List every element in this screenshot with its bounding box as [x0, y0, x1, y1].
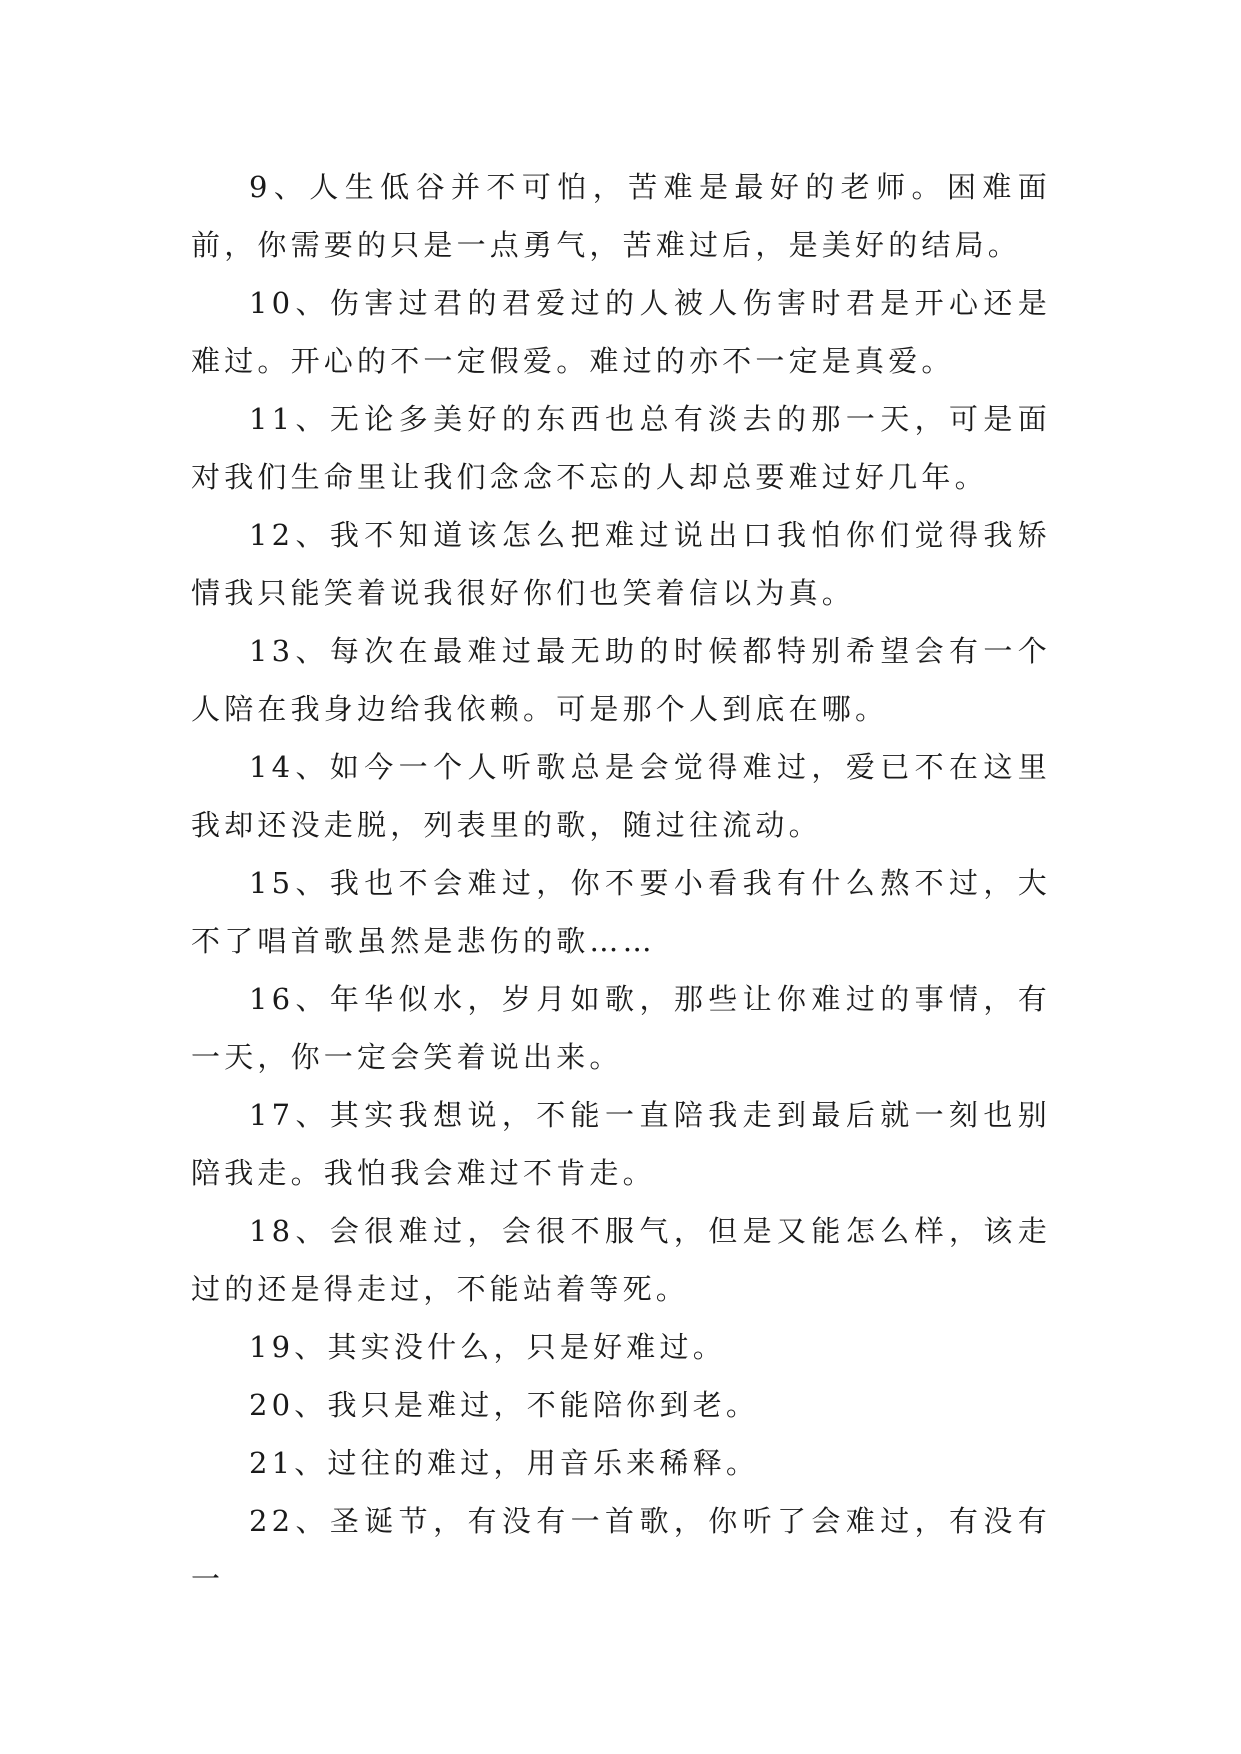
document-body — [191, 158, 1051, 1608]
paragraph-21: 21、过往的难过，用音乐来稀释。 — [249, 1446, 760, 1480]
paragraph-22: 22、圣诞节，有没有一首歌，你听了会难过，有没有一 — [191, 1504, 1051, 1596]
paragraph-17: 17、其实我想说，不能一直陪我走到最后就一刻也别陪我走。我怕我会难过不肯走。 — [191, 1098, 1051, 1190]
paragraph-15: 15、我也不会难过，你不要小看我有什么熬不过，大不了唱首歌虽然是悲伤的歌…… — [191, 866, 1051, 958]
paragraph-13: 13、每次在最难过最无助的时候都特别希望会有一个人陪在我身边给我依赖。可是那个人到底在哪。 — [191, 634, 1051, 726]
paragraph-10: 10、伤害过君的君爱过的人被人伤害时君是开心还是难过。开心的不一定假爱。难过的亦不一定是真爱。 — [191, 286, 1051, 378]
paragraph-16: 16、年华似水，岁月如歌，那些让你难过的事情，有一天，你一定会笑着说出来。 — [191, 982, 1051, 1074]
paragraph-20: 20、我只是难过，不能陪你到老。 — [249, 1388, 760, 1422]
paragraph-11: 11、无论多美好的东西也总有淡去的那一天，可是面对我们生命里让我们念念不忘的人却总要难过好几年。 — [191, 402, 1051, 494]
paragraph-19: 19、其实没什么，只是好难过。 — [249, 1330, 726, 1364]
paragraph-18: 18、会很难过，会很不服气，但是又能怎么样，该走过的还是得走过，不能站着等死。 — [191, 1214, 1051, 1306]
paragraph-14: 14、如今一个人听歌总是会觉得难过，爱已不在这里我却还没走脱，列表里的歌，随过往流动。 — [191, 750, 1051, 842]
paragraph-12: 12、我不知道该怎么把难过说出口我怕你们觉得我矫情我只能笑着说我很好你们也笑着信以为真。 — [191, 518, 1051, 610]
paragraph-9: 9、人生低谷并不可怕，苦难是最好的老师。困难面前，你需要的只是一点勇气，苦难过后，是美好的结局。 — [191, 170, 1051, 262]
